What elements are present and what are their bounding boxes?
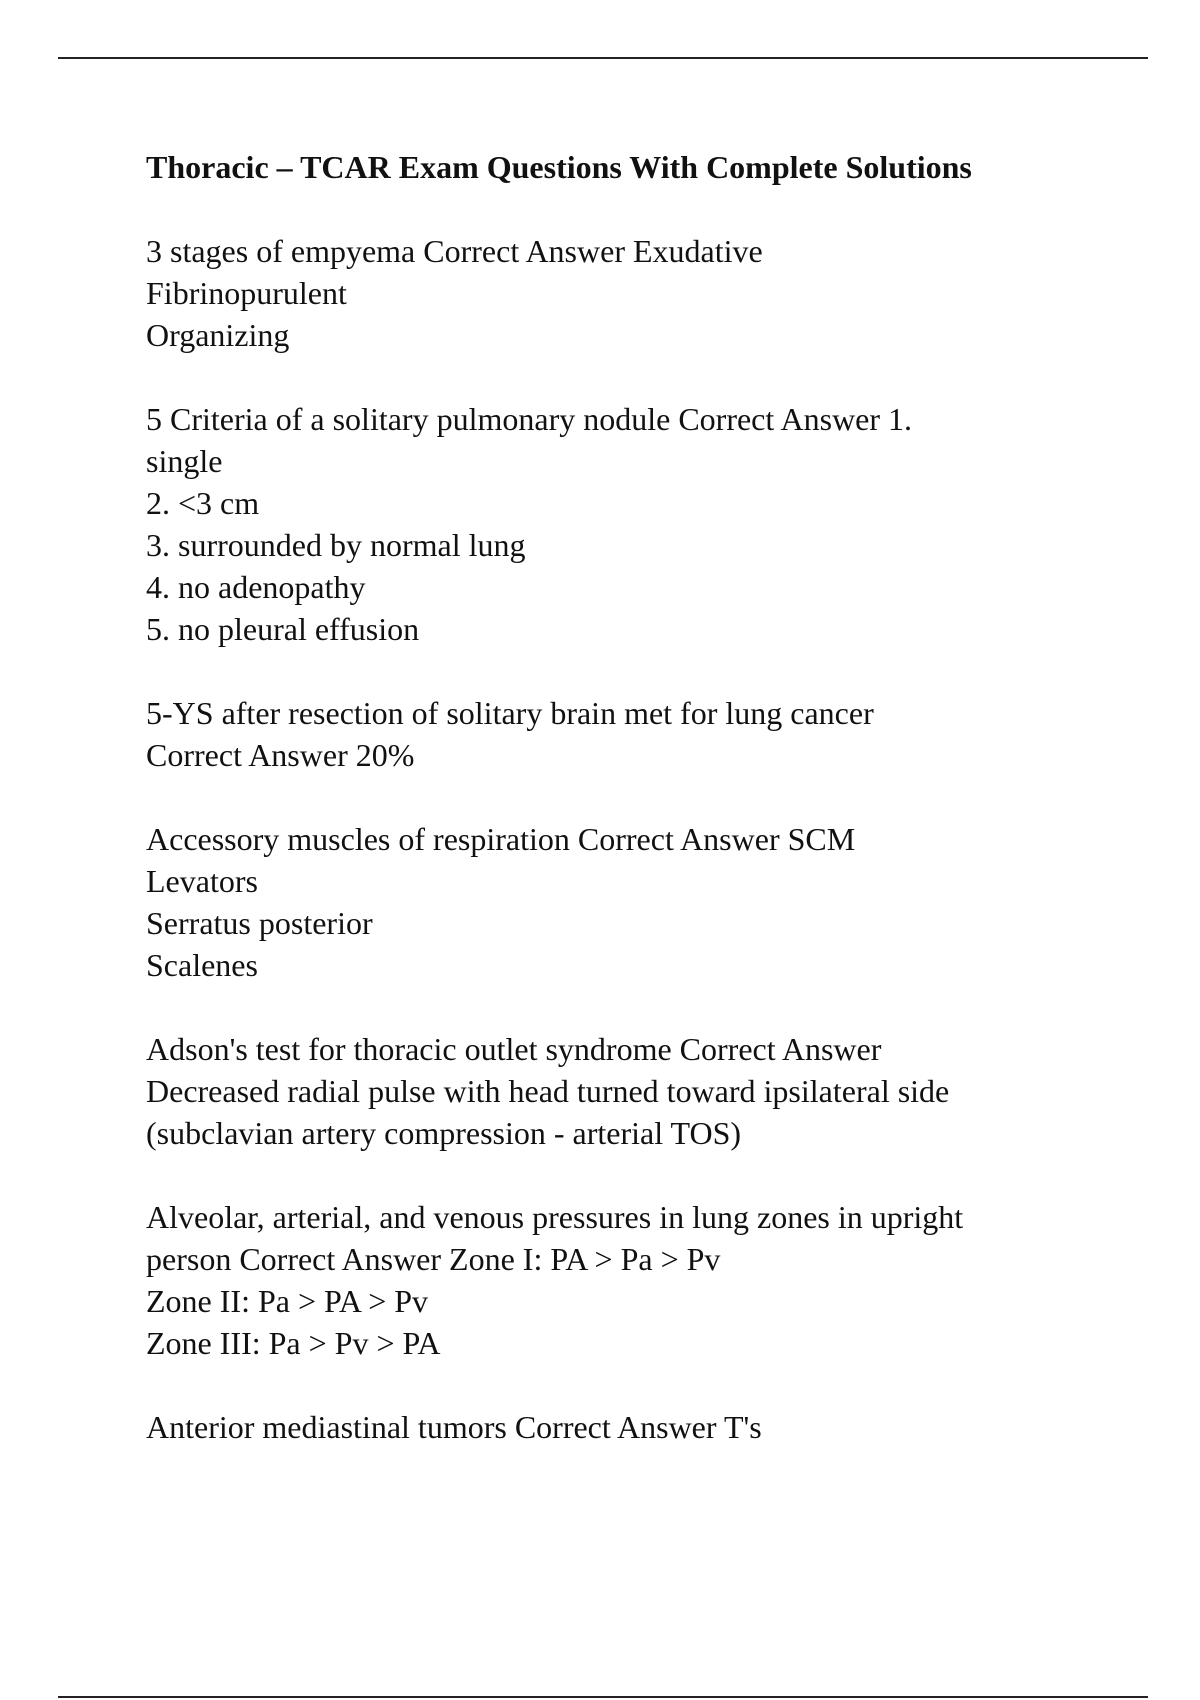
qa-line: person Correct Answer Zone I: PA > Pa > Pv <box>146 1241 721 1277</box>
qa-line: Accessory muscles of respiration Correct Answer SCM <box>146 821 856 857</box>
qa-line: Serratus posterior <box>146 905 373 941</box>
qa-line: 4. no adenopathy <box>146 569 366 605</box>
qa-list <box>146 230 1106 1448</box>
qa-line: single <box>146 443 223 479</box>
qa-line: 2. <3 cm <box>146 485 260 521</box>
qa-line: Levators <box>146 863 258 899</box>
qa-item <box>146 230 1106 356</box>
qa-line: 3 stages of empyema Correct Answer Exudative <box>146 233 763 269</box>
qa-line: Scalenes <box>146 947 258 983</box>
qa-item <box>146 818 1106 986</box>
qa-line: Adson's test for thoracic outlet syndrome Correct Answer <box>146 1031 882 1067</box>
qa-line: Decreased radial pulse with head turned toward ipsilateral side <box>146 1073 950 1109</box>
footer-rule <box>58 1696 1148 1698</box>
qa-item <box>146 398 1106 650</box>
qa-line: Zone III: Pa > Pv > PA <box>146 1325 441 1361</box>
qa-line: Anterior mediastinal tumors Correct Answer T's <box>146 1409 762 1445</box>
qa-item <box>146 1028 1106 1154</box>
qa-line: Zone II: Pa > PA > Pv <box>146 1283 429 1319</box>
qa-item <box>146 1406 1106 1448</box>
qa-line: 5. no pleural effusion <box>146 611 420 647</box>
qa-item <box>146 692 1106 776</box>
qa-line: 5-YS after resection of solitary brain met for lung cancer <box>146 695 874 731</box>
qa-line: (subclavian artery compression - arterial TOS) <box>146 1115 742 1151</box>
header-rule <box>58 57 1148 59</box>
qa-line: Fibrinopurulent <box>146 275 347 311</box>
qa-line: 5 Criteria of a solitary pulmonary nodule Correct Answer 1. <box>146 401 913 437</box>
qa-line: 3. surrounded by normal lung <box>146 527 526 563</box>
document-body <box>146 146 1106 1490</box>
document-title: Thoracic – TCAR Exam Questions With Complete Solutions <box>146 149 972 185</box>
qa-item <box>146 1196 1106 1364</box>
qa-line: Correct Answer 20% <box>146 737 415 773</box>
qa-line: Organizing <box>146 317 290 353</box>
qa-line: Alveolar, arterial, and venous pressures in lung zones in upright <box>146 1199 964 1235</box>
